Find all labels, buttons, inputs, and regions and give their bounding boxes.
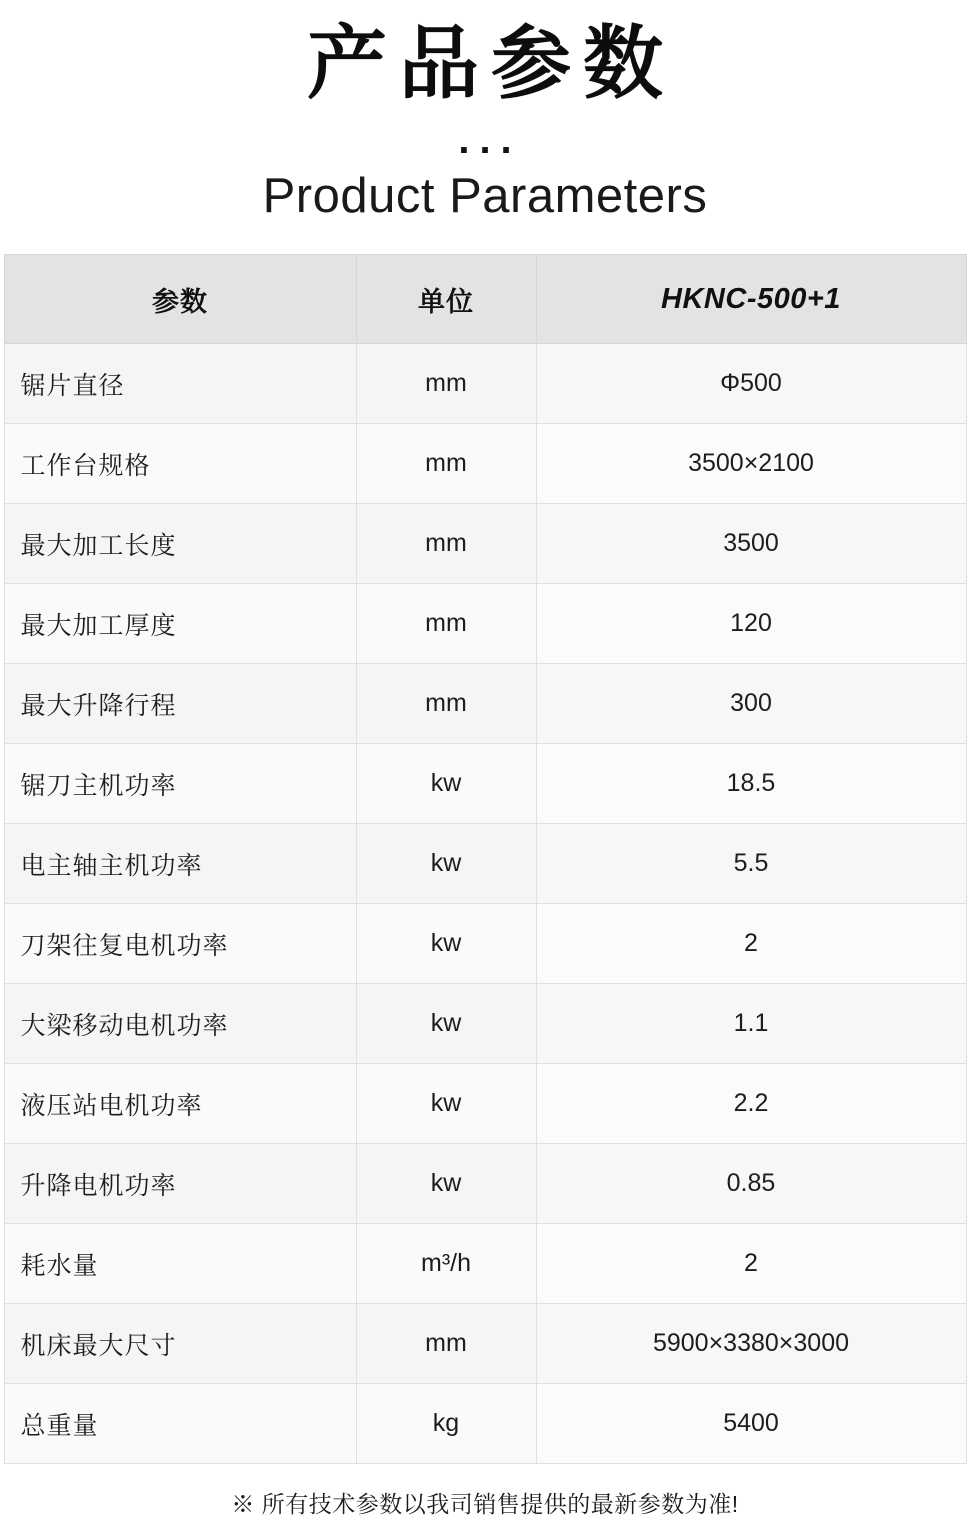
param-name: 最大加工厚度 (4, 584, 356, 664)
table-row (4, 1144, 966, 1224)
table-row (4, 504, 966, 584)
param-unit: m³/h (356, 1224, 536, 1304)
table-header-row (4, 255, 966, 344)
table-row (4, 824, 966, 904)
table-row (4, 1064, 966, 1144)
param-value: 5400 (536, 1384, 966, 1464)
param-value: Φ500 (536, 344, 966, 424)
param-name: 大梁移动电机功率 (4, 984, 356, 1064)
param-value: 1.1 (536, 984, 966, 1064)
param-unit: mm (356, 344, 536, 424)
table-row (4, 1224, 966, 1304)
table-body (4, 344, 966, 1464)
table-row (4, 1384, 966, 1464)
table-header (4, 255, 966, 344)
param-unit: mm (356, 1304, 536, 1384)
param-name: 机床最大尺寸 (4, 1304, 356, 1384)
param-unit: kw (356, 744, 536, 824)
param-unit: mm (356, 504, 536, 584)
param-name: 工作台规格 (4, 424, 356, 504)
param-value: 5.5 (536, 824, 966, 904)
param-name: 刀架往复电机功率 (4, 904, 356, 984)
param-unit: mm (356, 424, 536, 504)
table-row (4, 984, 966, 1064)
param-unit: kg (356, 1384, 536, 1464)
column-header-unit: 单位 (356, 255, 536, 344)
param-unit: kw (356, 984, 536, 1064)
column-header-model: HKNC-500+1 (536, 255, 966, 344)
param-value: 3500×2100 (536, 424, 966, 504)
param-name: 电主轴主机功率 (4, 824, 356, 904)
param-value: 2 (536, 1224, 966, 1304)
param-unit: kw (356, 1144, 536, 1224)
param-value: 0.85 (536, 1144, 966, 1224)
param-value: 5900×3380×3000 (536, 1304, 966, 1384)
table-row (4, 584, 966, 664)
table-row (4, 424, 966, 504)
param-value: 3500 (536, 504, 966, 584)
parameters-table (4, 254, 967, 1464)
table-row (4, 664, 966, 744)
footnote: ※ 所有技术参数以我司销售提供的最新参数为准! (231, 1491, 739, 1517)
table-row (4, 744, 966, 824)
param-value: 120 (536, 584, 966, 664)
param-name: 锯片直径 (4, 344, 356, 424)
param-name: 液压站电机功率 (4, 1064, 356, 1144)
param-unit: kw (356, 904, 536, 984)
param-name: 耗水量 (4, 1224, 356, 1304)
param-name: 升降电机功率 (4, 1144, 356, 1224)
param-unit: mm (356, 584, 536, 664)
page-header (0, 0, 970, 224)
page-title-cn: 产品参数 (307, 19, 675, 108)
param-value: 18.5 (536, 744, 966, 824)
param-value: 2 (536, 904, 966, 984)
title-divider-dots: ... (458, 118, 522, 162)
param-name: 最大加工长度 (4, 504, 356, 584)
param-value: 300 (536, 664, 966, 744)
table-row (4, 344, 966, 424)
param-unit: kw (356, 1064, 536, 1144)
param-value: 2.2 (536, 1064, 966, 1144)
param-unit: mm (356, 664, 536, 744)
column-header-parameter: 参数 (4, 255, 356, 344)
table-row (4, 1304, 966, 1384)
table-row (4, 904, 966, 984)
param-name: 最大升降行程 (4, 664, 356, 744)
param-name: 锯刀主机功率 (4, 744, 356, 824)
param-name: 总重量 (4, 1384, 356, 1464)
param-unit: kw (356, 824, 536, 904)
page-title-en: Product Parameters (262, 169, 708, 223)
